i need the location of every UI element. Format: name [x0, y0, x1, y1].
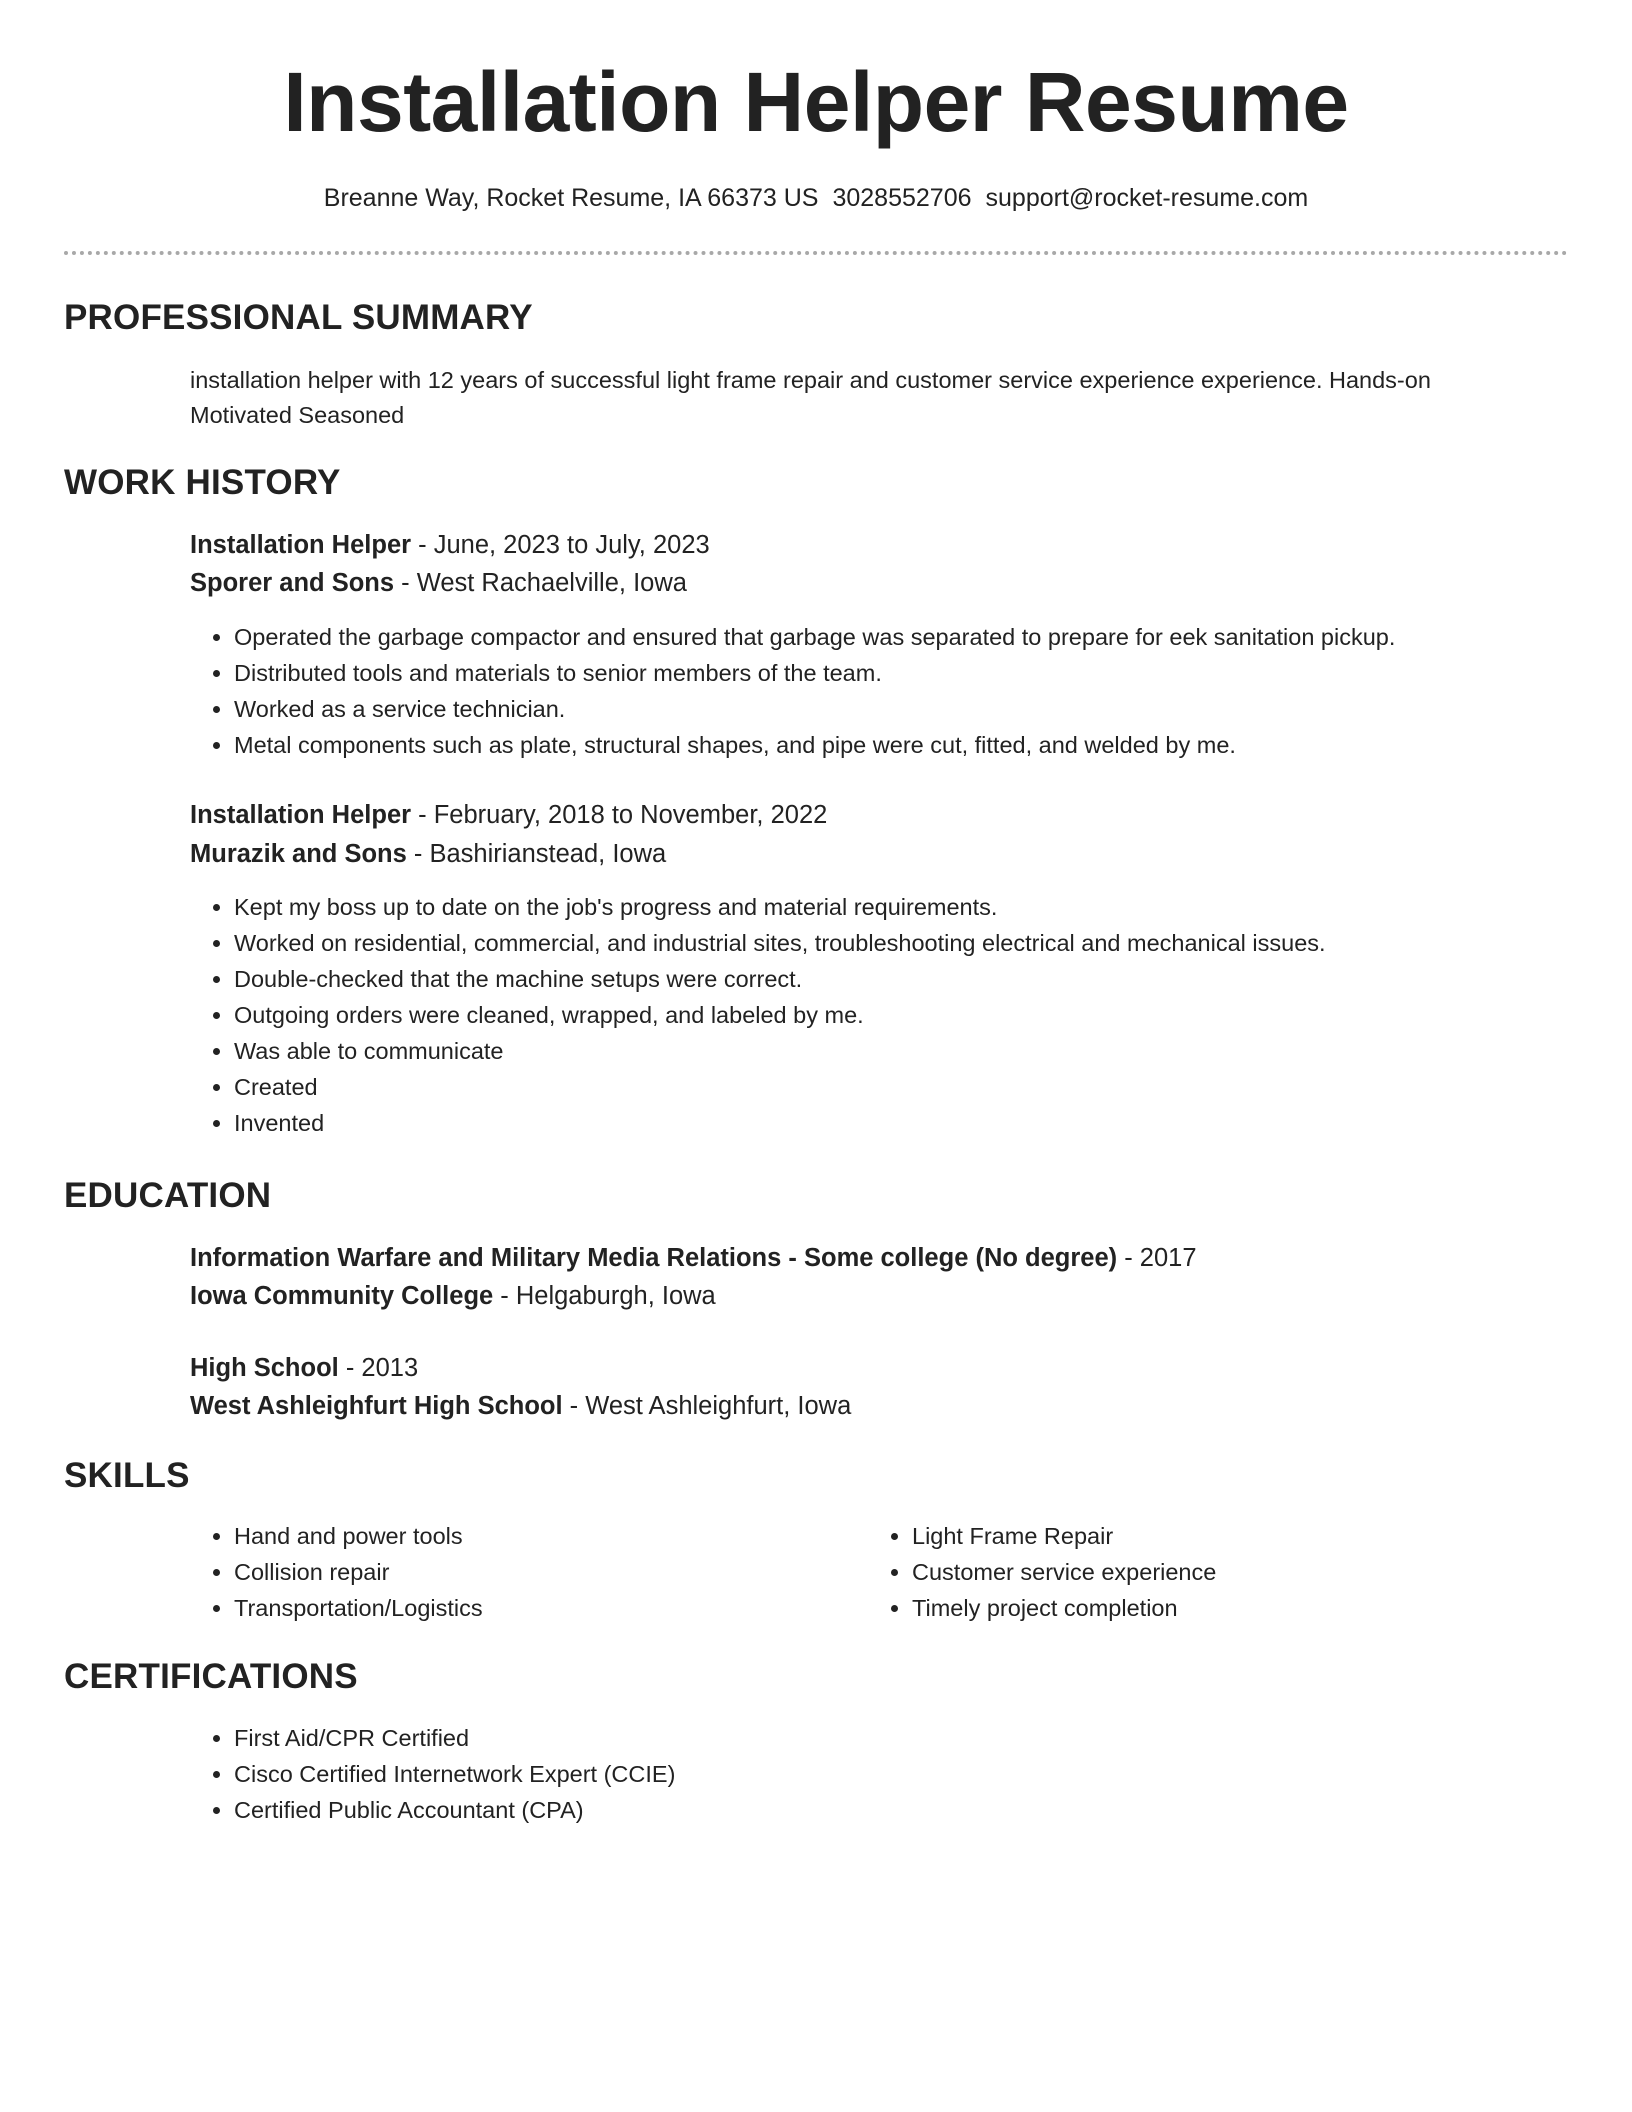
job-2-dates: - February, 2018 to November, 2022: [411, 801, 828, 829]
list-item: • Cisco Certified Internetwork Expert (CCIE): [234, 1756, 675, 1792]
education-1-school: Iowa Community College: [190, 1282, 494, 1310]
contact-email[interactable]: support@rocket-resume.com: [985, 184, 1309, 212]
education-1-school-line: [190, 1278, 716, 1314]
header-divider: [64, 251, 1568, 255]
list-item: • Worked on residential, commercial, and industrial sites, troubleshooting electrical and mechanical issues.: [234, 925, 1326, 961]
list-item: • Light Frame Repair: [912, 1518, 1216, 1554]
education-1-degree-line: [190, 1240, 1197, 1276]
list-item: • Distributed tools and materials to senior members of the team.: [234, 655, 1395, 691]
list-item: • Timely project completion: [912, 1590, 1216, 1626]
job-1-title: Installation Helper: [190, 531, 412, 559]
job-1-bullets: [190, 619, 1395, 763]
list-item: • Worked as a service technician.: [234, 691, 1395, 727]
list-item: • Invented: [234, 1105, 1326, 1141]
education-2-school-line: [190, 1388, 851, 1424]
list-item: • Kept my boss up to date on the job's progress and material requirements.: [234, 889, 1326, 925]
job-1-location: - West Rachaelville, Iowa: [394, 569, 687, 597]
resume-title: Installation Helper Resume: [283, 55, 1349, 149]
list-item: • Transportation/Logistics: [234, 1590, 483, 1626]
list-item: • Was able to communicate: [234, 1033, 1326, 1069]
education-1-year: - 2017: [1117, 1244, 1197, 1272]
job-2-company: Murazik and Sons: [190, 840, 407, 868]
skills-list-right: [868, 1518, 1216, 1626]
job-2-location: - Bashirianstead, Iowa: [406, 840, 667, 868]
education-heading: EDUCATION: [64, 1176, 272, 1215]
skills-list-left: [190, 1518, 483, 1626]
education-2-degree: High School: [190, 1354, 339, 1382]
contact-phone: 3028552706: [832, 184, 972, 212]
education-2-degree-line: [190, 1350, 418, 1386]
list-item: • Hand and power tools: [234, 1518, 483, 1554]
certifications-heading: CERTIFICATIONS: [64, 1657, 358, 1696]
contact-address: Breanne Way, Rocket Resume, IA 66373 US: [323, 184, 819, 212]
skills-heading: SKILLS: [64, 1456, 190, 1495]
job-2-company-line: [190, 836, 666, 872]
list-item: • Collision repair: [234, 1554, 483, 1590]
job-2-title-line: [190, 797, 827, 833]
list-item: • Certified Public Accountant (CPA): [234, 1792, 675, 1828]
job-1-dates: - June, 2023 to July, 2023: [411, 531, 710, 559]
list-item: • Metal components such as plate, structural shapes, and pipe were cut, fitted, and welded by me.: [234, 727, 1395, 763]
list-item: • Customer service experience: [912, 1554, 1216, 1590]
education-2-location: - West Ashleighfurt, Iowa: [562, 1392, 852, 1420]
job-1-title-line: [190, 527, 710, 563]
list-item: • Outgoing orders were cleaned, wrapped, and labeled by me.: [234, 997, 1326, 1033]
work-history-heading: WORK HISTORY: [64, 463, 341, 502]
education-2-year: - 2013: [338, 1354, 419, 1382]
job-2-bullets: [190, 889, 1326, 1141]
summary-heading: PROFESSIONAL SUMMARY: [64, 298, 533, 337]
job-2-title: Installation Helper: [190, 801, 412, 829]
education-2-school: West Ashleighfurt High School: [190, 1392, 563, 1420]
list-item: • Created: [234, 1069, 1326, 1105]
list-item: • First Aid/CPR Certified: [234, 1720, 675, 1756]
job-1-company: Sporer and Sons: [190, 569, 395, 597]
list-item: • Double-checked that the machine setups were correct.: [234, 961, 1326, 997]
summary-line-2: Motivated Seasoned: [190, 402, 405, 428]
list-item: • Operated the garbage compactor and ensured that garbage was separated to prepare for eek sanitation pickup.: [234, 619, 1395, 655]
education-1-location: - Helgaburgh, Iowa: [493, 1282, 716, 1310]
job-1-company-line: [190, 565, 687, 601]
summary-line-1: installation helper with 12 years of successful light frame repair and customer service experience experience. Hands-on: [190, 367, 1431, 393]
contact-line: [0, 181, 1632, 215]
education-1-degree: Information Warfare and Military Media Relations - Some college (No degree): [190, 1244, 1118, 1272]
certifications-list: [190, 1720, 675, 1828]
